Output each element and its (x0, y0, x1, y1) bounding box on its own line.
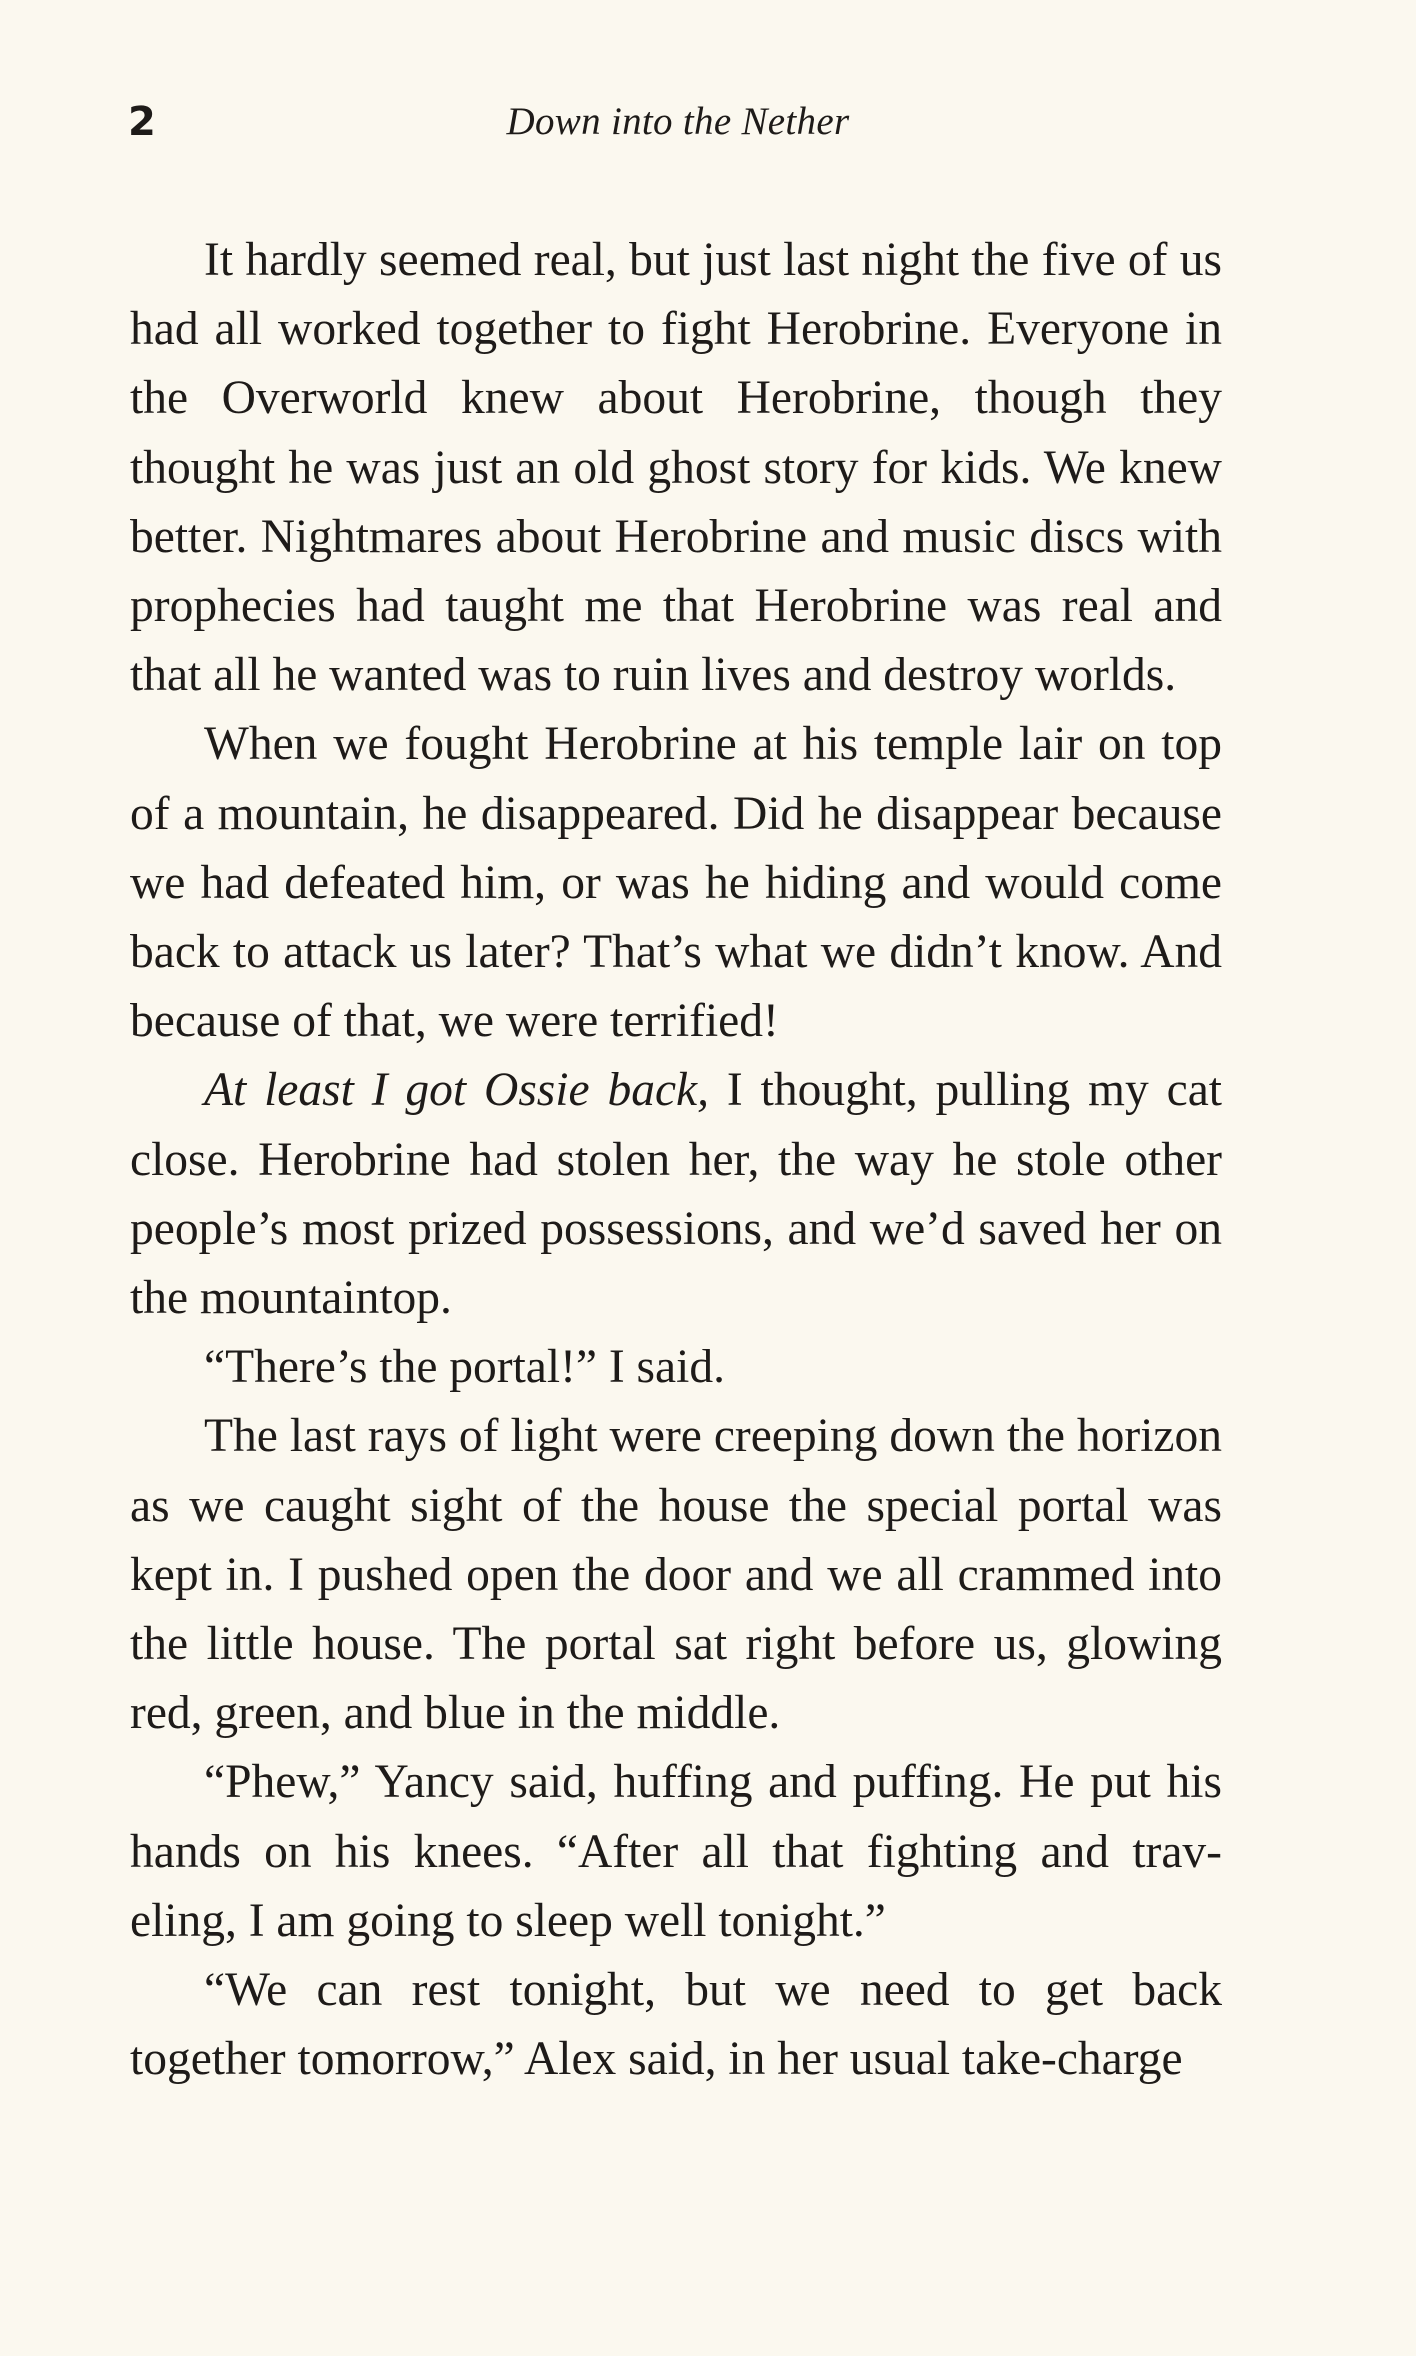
paragraph-text: When we fought Herobrine at his temple lair on top of a mountain, he disappeared. Did he disappear because we had defeated him, or was he hiding and would come back to attack us later? That’s what we didn’t know. And because of that, we were terrified! (130, 718, 1222, 1048)
book-title: Down into the Nether (506, 100, 850, 143)
page-number: 2 (128, 99, 156, 145)
paragraph-7 (130, 1956, 1222, 2094)
paragraph-3 (130, 1056, 1222, 1333)
paragraph-2 (130, 710, 1222, 1056)
paragraph-italic-phrase: At least I got Ossie back, (204, 1064, 710, 1117)
paragraph-text: “There’s the portal!” I said. (204, 1341, 725, 1394)
running-head (128, 92, 1228, 152)
paragraph-1 (130, 226, 1222, 710)
paragraph-6 (130, 1748, 1222, 1956)
paragraph-text: “We can rest tonight, but we need to get back together tomorrow,” Alex said, in her usual take-charge (130, 1964, 1222, 2086)
paragraph-5 (130, 1402, 1222, 1748)
paragraph-text: It hardly seemed real, but just last night the five of us had all worked together to fight Herobrine. Everyone in the Overworld knew about Herobrine, though they thought he was just an old ghost story for kids. We knew better. Nightmares about Herobrine and music discs with prophecies had taught me that Herobrine was real and that all he wanted was to ruin lives and destroy worlds. (130, 234, 1222, 702)
paragraph-text: The last rays of light were creeping down the horizon as we caught sight of the house the special portal was kept in. I pushed open the door and we all crammed into the little house. The portal sat right before us, glowing red, green, and blue in the middle. (130, 1410, 1222, 1740)
paragraph-text: I thought, pulling my cat close. Herobrine had stolen her, the way he stole other people’s most prized possessions, and we’d saved her on the mountaintop. (130, 1064, 1222, 1325)
body-text (130, 226, 1222, 2094)
paragraph-4 (130, 1333, 1222, 1402)
paragraph-text: “Phew,” Yancy said, huffing and puffing. He put his hands on his knees. “After all that fighting and trav-eling, I am going to sleep well tonight.” (130, 1756, 1222, 1947)
